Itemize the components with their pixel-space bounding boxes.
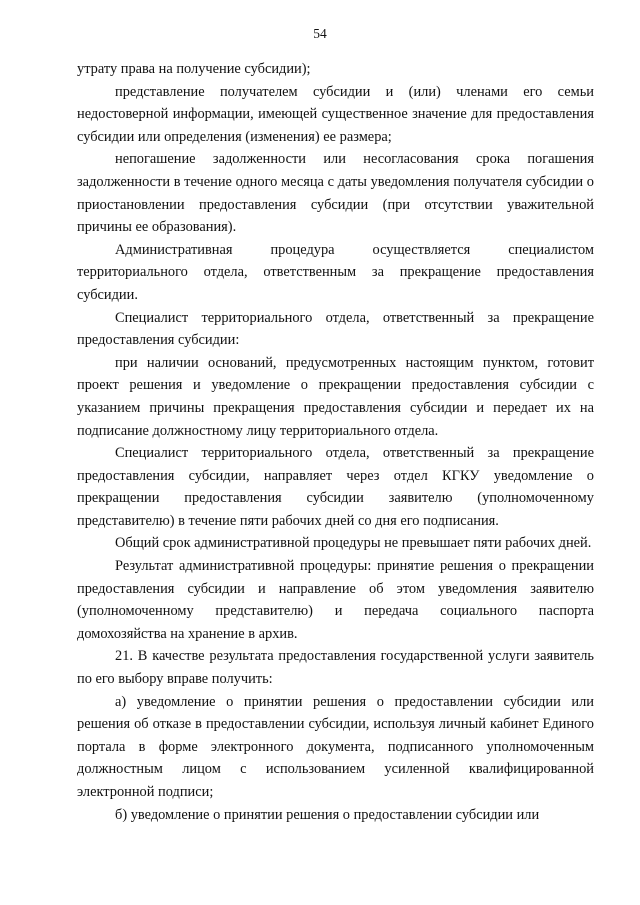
paragraph: Административная процедура осуществляется специалистом территориального отдела, ответственным за прекращение предоставления субсидии. <box>77 241 594 303</box>
paragraph-continuation: утрату права на получение субсидии); <box>77 61 311 77</box>
paragraph: при наличии оснований, предусмотренных настоящим пунктом, готовит проект решения и уведомление о прекращении предоставления субсидии с указанием причины прекращения предоставления субсидии и передает их на подписание должностному лицу территориального отдела. <box>77 354 594 439</box>
paragraph: Специалист территориального отдела, ответственный за прекращение предоставления субсидии, направляет через отдел КГКУ уведомление о прекращении предоставления субсидии заявителю (уполномоченному представителю) в течение пяти рабочих дней со дня его подписания. <box>77 445 594 529</box>
paragraph: Специалист территориального отдела, ответственный за прекращение предоставления субсидии: <box>77 309 594 349</box>
page-number: 54 <box>313 26 327 41</box>
paragraph-item-21: 21. В качестве результата предоставления государственной услуги заявитель по его выбору вправе получить: <box>77 648 594 688</box>
paragraph: непогашение задолженности или несогласования срока погашения задолженности в течение одного месяца с даты уведомления получателя субсидии о приостановлении предоставления субсидии (при отсутствии уважительной причины ее образования). <box>77 151 594 236</box>
paragraph: представление получателем субсидии и (или) членами его семьи недостоверной информации, имеющей существенное значение для предоставления субсидии или определения (изменения) ее размера; <box>77 83 594 145</box>
paragraph: Результат административной процедуры: принятие решения о прекращении предоставления субсидии и направление об этом уведомления заявителю (уполномоченному представителю) и передача социального паспорта домохозяйства на хранение в архив. <box>77 558 594 642</box>
paragraph-subitem-b: б) уведомление о принятии решения о предоставлении субсидии или <box>115 806 540 823</box>
paragraph: Общий срок административной процедуры не превышает пяти рабочих дней. <box>115 535 592 552</box>
paragraph-subitem-a: а) уведомление о принятии решения о предоставлении субсидии или решения об отказе в предоставлении субсидии, используя личный кабинет Единого портала в форме электронного документа, подписанного уполномоченным должностным лицом с использованием усиленной квалифицированной электронной подписи; <box>77 693 594 800</box>
body-text <box>77 58 594 826</box>
